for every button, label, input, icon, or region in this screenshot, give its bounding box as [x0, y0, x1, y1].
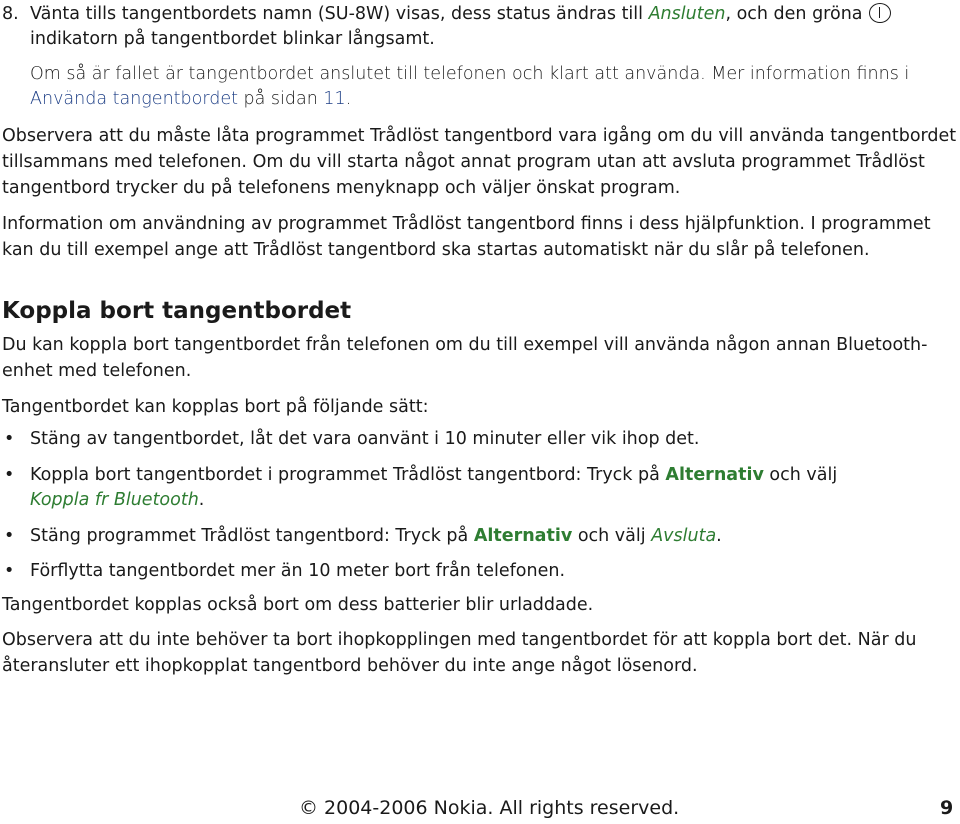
section-heading: Koppla bort tangentbordet	[2, 298, 352, 324]
bullet-item-2	[30, 463, 837, 513]
menu-choice-avsluta: Avsluta	[651, 526, 717, 546]
step-8-more-info: Om så är fallet är tangentbordet anslutet till telefonen och klart att använda. Mer information finns i	[30, 64, 910, 84]
option-alternativ: Alternativ	[473, 526, 573, 546]
status-value: Ansluten	[648, 4, 726, 24]
note-line-2: återansluter ett ihopkopplat tangentbord behöver du inte ange något lösenord.	[2, 656, 698, 676]
bullet-item-4: Förflytta tangentbordet mer än 10 meter bort från telefonen.	[30, 561, 566, 581]
step-8-line2: indikatorn på tangentbordet blinkar långsamt.	[30, 29, 435, 49]
intro-line-2: enhet med telefonen.	[2, 361, 192, 381]
copyright-text: © 2004-2006 Nokia. All rights reserved.	[299, 797, 680, 819]
bullet-item-2-line1: Koppla bort tangentbordet i programmet Trådlöst tangentbord: Tryck på Alternativ och välj	[30, 465, 838, 485]
menu-choice-koppla: Koppla fr Bluetooth	[30, 490, 199, 510]
paragraph-1-line-3: tangentbord trycker du på telefonens menyknapp och väljer önskat program.	[2, 178, 681, 198]
paragraph-2-line-1: Information om användning av programmet Trådlöst tangentbord finns i dess hjälpfunktion. I programmet	[2, 214, 931, 234]
paragraph-1-line-1: Observera att du måste låta programmet Trådlöst tangentbord vara igång om du vill använda tangentbordet	[2, 126, 957, 146]
option-alternativ: Alternativ	[665, 465, 764, 485]
paragraph-2-line-2: kan du till exempel ange att Trådlöst tangentbord ska startas automatiskt när du slår på telefonen.	[2, 240, 870, 260]
power-indicator-icon	[869, 3, 891, 23]
page-number: 9	[940, 797, 954, 819]
bullet-marker: •	[4, 429, 15, 449]
note-line-1: Observera att du inte behöver ta bort ihopkopplingen med tangentbordet för att koppla bort det. När du	[2, 630, 917, 650]
bullet-item-2-line2: Koppla fr Bluetooth.	[30, 490, 205, 510]
reference-link[interactable]: Använda tangentbordet	[30, 89, 238, 109]
page-reference-link[interactable]: 11	[323, 89, 346, 109]
step-8-line1: Vänta tills tangentbordets namn (SU-8W) visas, dess status ändras till Ansluten, och den gröna	[30, 4, 891, 24]
bullet-item-1: Stäng av tangentbordet, låt det vara oanvänt i 10 minuter eller vik ihop det.	[30, 429, 700, 449]
step-number: 8.	[2, 4, 19, 24]
bullet-marker: •	[4, 526, 15, 546]
bullet-marker: •	[4, 465, 15, 485]
paragraph-1-line-2: tillsammans med telefonen. Om du vill starta något annat program utan att avsluta programmet Trådlöst	[2, 152, 925, 172]
step-8-reference: Använda tangentbordet på sidan 11.	[30, 89, 352, 109]
bullet-marker: •	[4, 561, 15, 581]
intro-line-1: Du kan koppla bort tangentbordet från telefonen om du till exempel vill använda någon annan Bluetooth-	[2, 335, 928, 355]
bullet-item-3: Stäng programmet Trådlöst tangentbord: Tryck på Alternativ och välj Avsluta.	[30, 526, 722, 546]
step-8-text	[30, 2, 891, 52]
ways-text: Tangentbordet kan kopplas bort på följande sätt:	[2, 397, 429, 417]
after-text: Tangentbordet kopplas också bort om dess batterier blir urladdade.	[2, 595, 594, 615]
